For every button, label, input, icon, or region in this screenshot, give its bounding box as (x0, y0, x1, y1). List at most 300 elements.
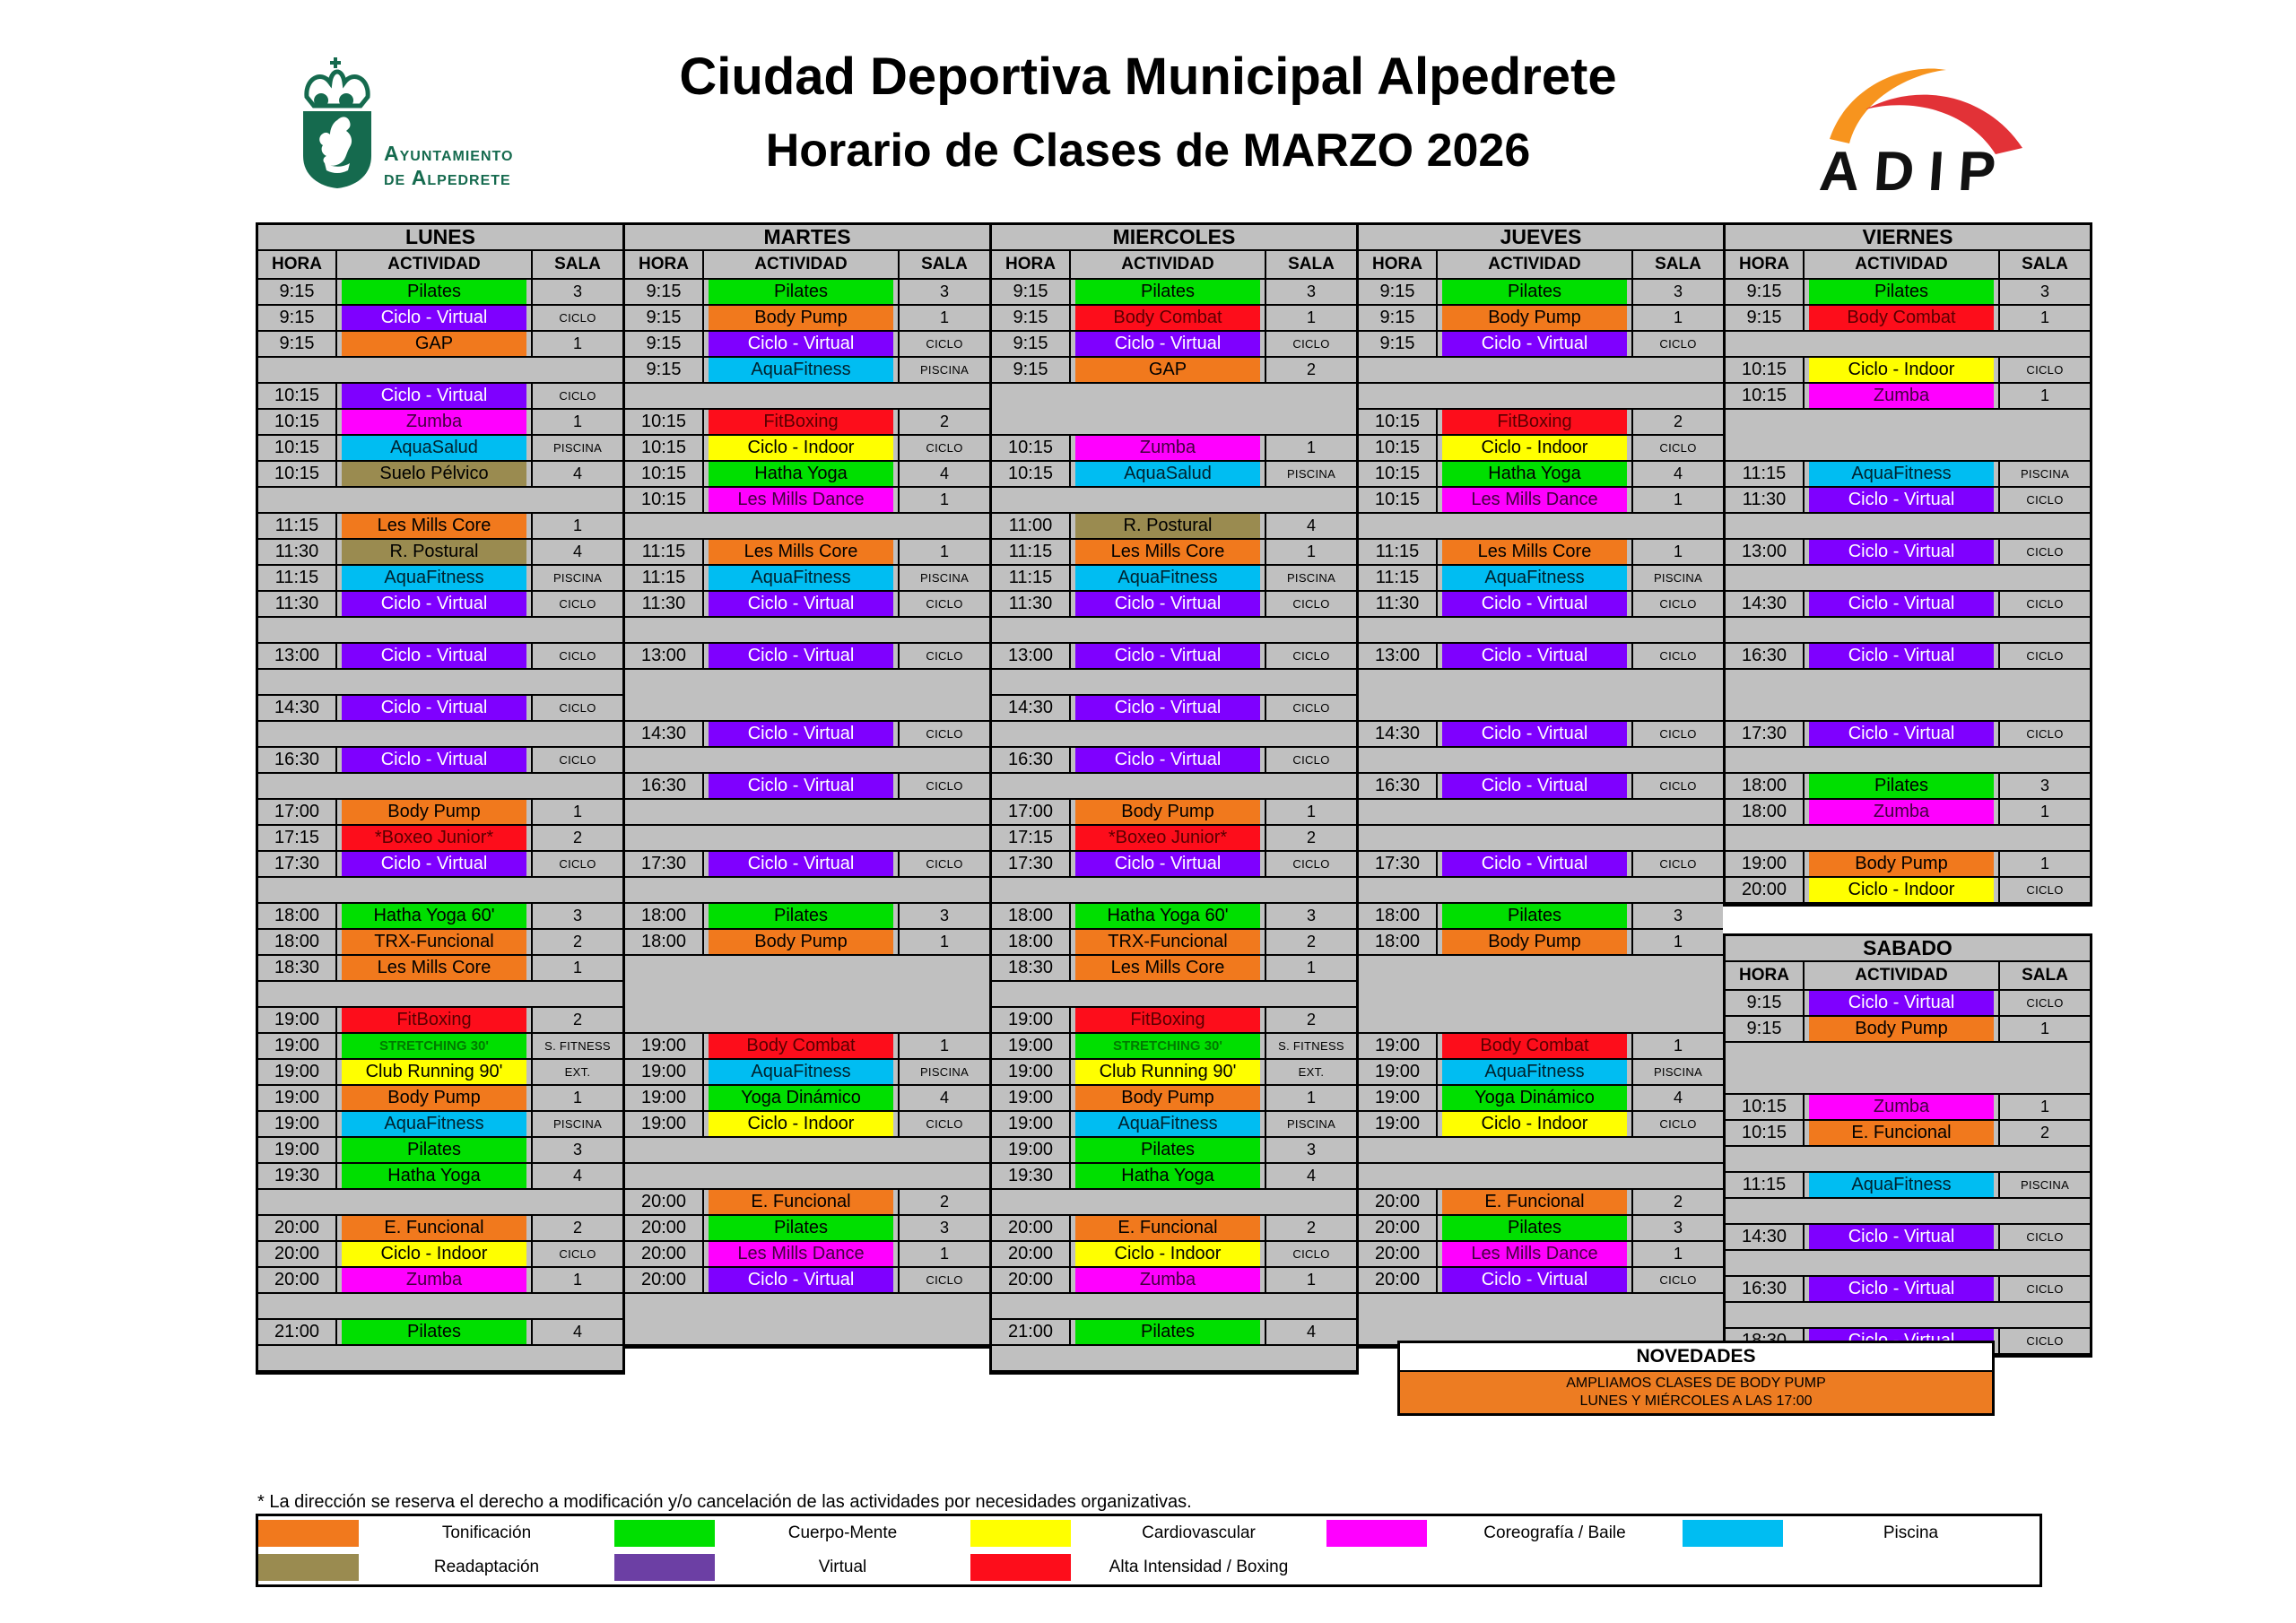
schedule-row (1726, 488, 2090, 514)
activity-band: *Boxeo Junior* (342, 826, 526, 850)
room-cell: CICLO (559, 597, 596, 611)
room-cell: 1 (1306, 1089, 1316, 1107)
schedule-row (992, 1242, 1356, 1268)
empty-row (258, 774, 622, 800)
schedule-row (258, 1242, 622, 1268)
empty-row (992, 1346, 1356, 1372)
schedule-row (1726, 644, 2090, 670)
activity-band: Ciclo - Virtual (342, 852, 526, 876)
activity-band: Ciclo - Virtual (1442, 332, 1627, 356)
room-cell: CICLO (1292, 701, 1330, 715)
schedule-row (258, 514, 622, 540)
activity-cell (1438, 644, 1633, 668)
schedule-row (992, 1112, 1356, 1138)
activity-band: AquaFitness (709, 358, 893, 382)
room-cell: 1 (2039, 803, 2049, 820)
legend-label: Piscina (1883, 1523, 1939, 1542)
activity-cell (1805, 488, 2000, 512)
col-header-hora: HORA (1726, 251, 1805, 278)
room-cell: PISCINA (552, 1117, 603, 1131)
legend-cell (258, 1516, 614, 1550)
time-cell: 9:15 (258, 280, 337, 304)
activity-band: Body Pump (709, 306, 893, 330)
activity-cell (337, 280, 533, 304)
municipality-line1: Ayuntamiento (384, 142, 514, 165)
activity-band: Body Pump (342, 800, 526, 824)
room-cell: CICLO (2026, 727, 2064, 741)
activity-band: Pilates (1809, 774, 1994, 798)
activity-band: Ciclo - Virtual (1809, 592, 1994, 616)
time-cell: 19:00 (258, 1138, 337, 1162)
room-cell: CICLO (926, 441, 963, 455)
activity-band: Hatha Yoga (1442, 462, 1627, 486)
empty-row (1726, 618, 2090, 644)
room-cell: 3 (2039, 777, 2049, 794)
activity-band: Zumba (1809, 384, 1994, 408)
schedule-row (992, 514, 1356, 540)
schedule-row (258, 462, 622, 488)
empty-row (992, 722, 1356, 748)
time-cell: 20:00 (258, 1216, 337, 1240)
schedule-row (1726, 852, 2090, 878)
activity-cell (704, 332, 900, 356)
time-cell: 21:00 (992, 1320, 1071, 1344)
activity-band: GAP (1075, 358, 1260, 382)
activity-cell (1071, 644, 1266, 668)
legend-swatch (258, 1520, 359, 1547)
room-cell: S. FITNESS (1278, 1039, 1344, 1053)
activity-band: AquaSalud (1075, 462, 1260, 486)
time-cell: 18:00 (1726, 800, 1805, 824)
time-cell: 9:15 (1726, 991, 1805, 1015)
activity-band: Ciclo - Virtual (1442, 592, 1627, 616)
legend-cell (1326, 1516, 1683, 1550)
room-cell: 2 (2039, 1124, 2049, 1141)
time-cell: 10:15 (1726, 1121, 1805, 1145)
room-cell: CICLO (1659, 337, 1697, 351)
activity-band: Hatha Yoga (709, 462, 893, 486)
activity-cell (1805, 358, 2000, 382)
room-cell: CICLO (1292, 597, 1330, 611)
time-cell: 11:30 (258, 592, 337, 616)
column-headers (1726, 251, 2090, 280)
schedule-row (258, 1034, 622, 1060)
schedule-row (625, 540, 989, 566)
empty-row (1359, 826, 1723, 852)
room-cell: EXT. (564, 1065, 591, 1079)
activity-band: Hatha Yoga (342, 1164, 526, 1188)
time-cell: 18:00 (992, 930, 1071, 954)
activity-band: Body Pump (709, 930, 893, 954)
time-cell: 14:30 (1726, 1225, 1805, 1249)
empty-row (625, 514, 989, 540)
room-cell: CICLO (2026, 1282, 2064, 1296)
activity-band: AquaFitness (342, 566, 526, 590)
day-header: SABADO (1726, 936, 2090, 962)
activity-cell (1071, 1008, 1266, 1032)
room-cell: 4 (572, 1167, 582, 1185)
activity-band: Ciclo - Virtual (342, 696, 526, 720)
room-cell: 3 (2039, 282, 2049, 300)
activity-band: Ciclo - Indoor (709, 1112, 893, 1136)
empty-row (992, 384, 1356, 436)
room-cell: 1 (2039, 1098, 2049, 1115)
schedule-row (1359, 1060, 1723, 1086)
schedule-row (258, 280, 622, 306)
schedule-row (1359, 774, 1723, 800)
time-cell: 17:30 (992, 852, 1071, 876)
room-cell: 1 (572, 1271, 582, 1289)
room-cell: 3 (939, 907, 949, 924)
activity-cell (704, 410, 900, 434)
schedule-row (1359, 644, 1723, 670)
activity-band: Les Mills Dance (1442, 1242, 1627, 1266)
schedule-row (625, 1034, 989, 1060)
activity-band: Les Mills Core (342, 956, 526, 980)
time-cell: 10:15 (258, 410, 337, 434)
activity-cell (337, 410, 533, 434)
time-cell: 19:00 (992, 1060, 1071, 1084)
empty-row (1359, 618, 1723, 644)
activity-band: Ciclo - Virtual (1075, 852, 1260, 876)
activity-cell (1805, 878, 2000, 902)
schedule-row (625, 644, 989, 670)
time-cell: 19:00 (258, 1034, 337, 1058)
schedule-row (992, 358, 1356, 384)
activity-band: Les Mills Core (1442, 540, 1627, 564)
day-table-martes (622, 222, 992, 1349)
time-cell: 19:00 (1359, 1034, 1438, 1058)
schedule-row (1359, 592, 1723, 618)
activity-cell (337, 1242, 533, 1266)
schedule-row (258, 1268, 622, 1294)
empty-row (258, 1346, 622, 1372)
time-cell: 17:30 (1726, 722, 1805, 746)
empty-row (625, 748, 989, 774)
time-cell: 9:15 (1726, 306, 1805, 330)
col-header-sala: SALA (554, 255, 601, 273)
day-table-jueves (1356, 222, 1726, 1349)
activity-cell (1438, 410, 1633, 434)
time-cell: 20:00 (625, 1216, 704, 1240)
room-cell: CICLO (926, 1117, 963, 1131)
room-cell: S. FITNESS (544, 1039, 611, 1053)
col-header-actividad: ACTIVIDAD (1805, 251, 2000, 278)
activity-band: Ciclo - Indoor (1809, 358, 1994, 382)
schedule-row (625, 1268, 989, 1294)
novedades-line1: AMPLIAMOS CLASES DE BODY PUMP (1566, 1376, 1826, 1391)
schedule-row (258, 1060, 622, 1086)
time-cell: 19:00 (992, 1008, 1071, 1032)
room-cell: PISCINA (1286, 1117, 1336, 1131)
schedule-row (992, 1268, 1356, 1294)
room-cell: 2 (1673, 412, 1683, 430)
col-header-actividad: ACTIVIDAD (1805, 962, 2000, 989)
time-cell: 19:00 (992, 1112, 1071, 1136)
empty-row (1359, 878, 1723, 904)
schedule-row (625, 566, 989, 592)
room-cell: PISCINA (1653, 571, 1703, 585)
activity-cell (337, 1320, 533, 1344)
activity-band: Ciclo - Virtual (1442, 774, 1627, 798)
activity-band: Pilates (709, 904, 893, 928)
room-cell: 4 (572, 464, 582, 482)
time-cell: 11:15 (1359, 566, 1438, 590)
page-title: Ciudad Deportiva Municipal Alpedrete (679, 48, 1617, 106)
activity-band: Les Mills Dance (709, 1242, 893, 1266)
time-cell: 19:00 (625, 1112, 704, 1136)
activity-band: Les Mills Core (1075, 540, 1260, 564)
activity-band: AquaFitness (342, 1112, 526, 1136)
time-cell: 16:30 (258, 748, 337, 772)
empty-row (992, 618, 1356, 644)
schedule-row (1726, 358, 2090, 384)
legend-label: Readaptación (433, 1558, 540, 1576)
time-cell: 10:15 (625, 462, 704, 486)
activity-cell (1805, 306, 2000, 330)
time-cell: 14:30 (258, 696, 337, 720)
activity-cell (704, 904, 900, 928)
activity-band: Ciclo - Virtual (1809, 1225, 1994, 1249)
activity-band: AquaFitness (709, 566, 893, 590)
time-cell: 10:15 (625, 488, 704, 512)
activity-cell (1071, 956, 1266, 980)
activity-cell (1071, 1060, 1266, 1084)
empty-row (258, 878, 622, 904)
schedule-row (625, 722, 989, 748)
activity-cell (1805, 1095, 2000, 1119)
schedule-row (1726, 1225, 2090, 1251)
time-cell: 16:30 (1359, 774, 1438, 798)
empty-row (625, 826, 989, 852)
empty-row (258, 618, 622, 644)
empty-row (1359, 1294, 1723, 1346)
room-cell: 1 (1673, 1245, 1683, 1263)
time-cell: 19:00 (1359, 1060, 1438, 1084)
activity-cell (1805, 280, 2000, 304)
activity-cell (337, 332, 533, 356)
activity-cell (704, 1216, 900, 1240)
activity-band: Ciclo - Virtual (1075, 332, 1260, 356)
activity-cell (1071, 930, 1266, 954)
activity-band: Ciclo - Virtual (1809, 1277, 1994, 1301)
day-column-lunes (256, 222, 625, 1375)
activity-cell (337, 696, 533, 720)
day-header: VIERNES (1726, 225, 2090, 251)
legend-cell (1683, 1550, 2039, 1584)
legend-swatch (1326, 1520, 1427, 1547)
time-cell: 13:00 (1726, 540, 1805, 564)
legend-swatch (970, 1554, 1071, 1581)
activity-band: Ciclo - Indoor (1442, 436, 1627, 460)
schedule-row (625, 488, 989, 514)
activity-band: AquaFitness (1075, 566, 1260, 590)
activity-band: TRX-Funcional (1075, 930, 1260, 954)
adip-logo (1812, 54, 2090, 211)
activity-band: AquaFitness (709, 1060, 893, 1084)
schedule-row (992, 462, 1356, 488)
schedule-row (1359, 1190, 1723, 1216)
empty-row (1359, 358, 1723, 384)
activity-band: Body Combat (1075, 306, 1260, 330)
activity-band: Zumba (1809, 800, 1994, 824)
room-cell: 1 (939, 1245, 949, 1263)
room-cell: CICLO (926, 597, 963, 611)
activity-cell (1071, 1138, 1266, 1162)
room-cell: 3 (939, 282, 949, 300)
room-cell: CICLO (559, 311, 596, 325)
novedades-body (1400, 1372, 1992, 1413)
activity-cell (1438, 332, 1633, 356)
time-cell: 20:00 (258, 1268, 337, 1292)
time-cell: 9:15 (1726, 1017, 1805, 1041)
room-cell: 2 (1306, 1011, 1316, 1028)
col-header-actividad: ACTIVIDAD (1071, 251, 1266, 278)
activity-cell (1805, 1173, 2000, 1197)
activity-band: Ciclo - Indoor (1075, 1242, 1260, 1266)
room-cell: PISCINA (919, 1065, 970, 1079)
room-cell: 2 (1306, 933, 1316, 950)
time-cell: 11:30 (1359, 592, 1438, 616)
activity-cell (1805, 1225, 2000, 1249)
time-cell: 11:15 (625, 540, 704, 564)
time-cell: 20:00 (992, 1216, 1071, 1240)
room-cell: 4 (572, 542, 582, 560)
room-cell: 3 (939, 1219, 949, 1237)
activity-cell (704, 358, 900, 382)
time-cell: 20:00 (992, 1268, 1071, 1292)
empty-row (625, 878, 989, 904)
time-cell: 16:30 (992, 748, 1071, 772)
activity-cell (1805, 774, 2000, 798)
empty-row (625, 1294, 989, 1346)
activity-cell (337, 956, 533, 980)
schedule-row (1726, 1121, 2090, 1147)
room-cell: CICLO (1659, 649, 1697, 663)
schedule-row (992, 1060, 1356, 1086)
activity-band: Body Pump (1442, 306, 1627, 330)
activity-cell (1438, 1268, 1633, 1292)
schedule-row (625, 852, 989, 878)
legend-label: Tonificación (441, 1523, 532, 1542)
activity-cell (704, 306, 900, 330)
empty-row (1726, 1043, 2090, 1095)
column-headers (625, 251, 989, 280)
activity-cell (1438, 904, 1633, 928)
time-cell: 11:15 (625, 566, 704, 590)
schedule-row (1359, 566, 1723, 592)
room-cell: 1 (1306, 1271, 1316, 1289)
activity-cell (704, 722, 900, 746)
legend (256, 1514, 2042, 1587)
schedule-row (1359, 436, 1723, 462)
schedule-row (625, 1190, 989, 1216)
time-cell: 10:15 (1359, 410, 1438, 434)
room-cell: CICLO (559, 857, 596, 871)
legend-cell (970, 1516, 1326, 1550)
activity-cell (337, 800, 533, 824)
schedule-row (258, 696, 622, 722)
activity-band: STRETCHING 30' (342, 1034, 526, 1058)
legend-swatch (614, 1520, 715, 1547)
activity-band: Les Mills Core (1075, 956, 1260, 980)
room-cell: PISCINA (552, 571, 603, 585)
activity-band: Ciclo - Virtual (709, 332, 893, 356)
time-cell: 10:15 (992, 462, 1071, 486)
schedule-row (1359, 488, 1723, 514)
schedule-row (1726, 540, 2090, 566)
activity-band: Pilates (1075, 1320, 1260, 1344)
time-cell: 9:15 (258, 332, 337, 356)
empty-row (258, 670, 622, 696)
schedule-row (992, 1164, 1356, 1190)
time-cell: 11:15 (1359, 540, 1438, 564)
time-cell: 10:15 (1726, 358, 1805, 382)
activity-cell (337, 1268, 533, 1292)
room-cell: 1 (572, 334, 582, 352)
activity-cell (1071, 332, 1266, 356)
activity-cell (1805, 722, 2000, 746)
room-cell: CICLO (1292, 857, 1330, 871)
col-header-sala: SALA (1288, 255, 1335, 273)
time-cell: 19:00 (258, 1060, 337, 1084)
activity-cell (1805, 852, 2000, 876)
room-cell: 1 (572, 803, 582, 820)
schedule-row (625, 1216, 989, 1242)
empty-row (992, 670, 1356, 696)
novedades-title: NOVEDADES (1400, 1343, 1992, 1372)
room-cell: CICLO (559, 649, 596, 663)
empty-row (625, 956, 989, 1034)
activity-band: Ciclo - Virtual (342, 306, 526, 330)
time-cell: 20:00 (625, 1242, 704, 1266)
activity-cell (1071, 358, 1266, 382)
schedule-row (992, 540, 1356, 566)
activity-cell (1071, 1216, 1266, 1240)
time-cell: 9:15 (625, 332, 704, 356)
activity-band: E. Funcional (1075, 1216, 1260, 1240)
room-cell: 3 (572, 1141, 582, 1159)
activity-band: Body Pump (1075, 1086, 1260, 1110)
time-cell: 20:00 (992, 1242, 1071, 1266)
empty-row (258, 982, 622, 1008)
room-cell: 4 (939, 1089, 949, 1107)
schedule-row (992, 644, 1356, 670)
room-cell: 1 (1673, 542, 1683, 560)
activity-cell (1805, 1121, 2000, 1145)
room-cell: 4 (1673, 1089, 1683, 1107)
activity-band: FitBoxing (1075, 1008, 1260, 1032)
activity-cell (1071, 826, 1266, 850)
time-cell: 13:00 (625, 644, 704, 668)
empty-row (1726, 332, 2090, 358)
room-cell: 1 (1673, 490, 1683, 508)
legend-cell (1326, 1550, 1683, 1584)
schedule-row (625, 280, 989, 306)
time-cell: 9:15 (992, 306, 1071, 330)
activity-cell (1438, 540, 1633, 564)
time-cell: 17:30 (1359, 852, 1438, 876)
time-cell: 9:15 (625, 280, 704, 304)
activity-band: Pilates (1442, 1216, 1627, 1240)
schedule-row (258, 930, 622, 956)
activity-cell (337, 1164, 533, 1188)
room-cell: CICLO (1659, 779, 1697, 793)
room-cell: 2 (572, 1219, 582, 1237)
time-cell: 10:15 (992, 436, 1071, 460)
activity-cell (337, 1138, 533, 1162)
room-cell: CICLO (926, 727, 963, 741)
